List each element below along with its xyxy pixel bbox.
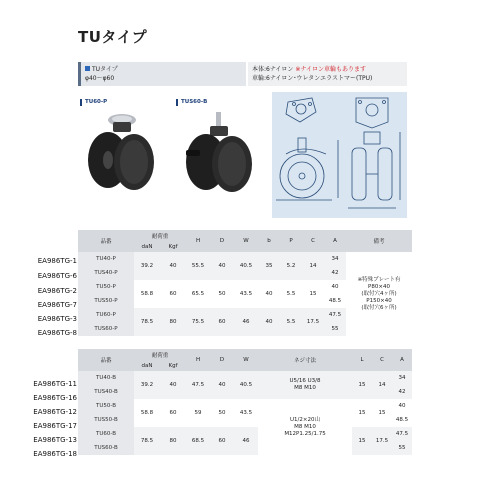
d-cell: 40	[218, 263, 226, 269]
a-cell: 47.5	[328, 312, 342, 318]
remark-line: P80×40	[368, 283, 390, 290]
spec-info-bar	[78, 62, 407, 86]
th-b: b	[258, 230, 280, 252]
th-part-no: 品番	[78, 349, 134, 371]
p-cell: 5.2	[286, 263, 296, 269]
c-cell: 17.5	[306, 319, 320, 325]
code-11: EA986TG-11	[33, 380, 77, 388]
model-cell: TU60-P	[78, 308, 134, 322]
photo-label-bolt: TUS60-B	[176, 99, 207, 106]
type-label: TUタイプ	[92, 66, 118, 73]
code-18: EA986TG-18	[33, 450, 77, 458]
b-cell: 40	[265, 291, 273, 297]
table-plate-type	[78, 230, 412, 336]
code-12: EA986TG-12	[33, 408, 77, 416]
h-cell: 65.5	[191, 291, 205, 297]
th-kgf: Kgf	[160, 360, 186, 371]
a-cell: 42	[331, 270, 339, 276]
model-cell: TU50-P	[78, 280, 134, 294]
th-w: W	[234, 349, 258, 371]
th-kgf: Kgf	[160, 241, 186, 252]
screw-line: U1/2×20山	[290, 416, 320, 423]
a-cell: 40	[331, 284, 339, 290]
model-cell: TUS60-P	[78, 322, 134, 336]
load-dan-cell: 78.5	[140, 438, 154, 444]
th-h: H	[186, 349, 210, 371]
model-cell: TUS50-B	[78, 413, 134, 427]
th-d: D	[210, 230, 234, 252]
th-p: P	[280, 230, 302, 252]
th-h: H	[186, 230, 210, 252]
code-4: EA986TG-7	[37, 301, 77, 309]
caster-plate-photo	[82, 110, 162, 195]
model-cell: TU60-B	[78, 427, 134, 441]
screw-line: M8 M10	[294, 385, 316, 391]
load-dan-cell: 58.8	[140, 410, 154, 416]
model-cell: TU40-B	[78, 371, 134, 385]
model-cell: TU40-P	[78, 252, 134, 266]
bullet-square-icon	[85, 66, 90, 71]
table-bolt-type	[78, 349, 412, 455]
w-cell: 43.5	[239, 410, 253, 416]
table2-codes	[0, 0, 77, 480]
p-cell: 5.5	[286, 319, 296, 325]
a-cell: 55	[398, 445, 406, 451]
remarks-cell	[346, 252, 412, 336]
h-cell: 75.5	[191, 319, 205, 325]
d-cell: 50	[218, 291, 226, 297]
h-cell: 47.5	[191, 382, 205, 388]
b-cell: 40	[265, 319, 273, 325]
page-title: TUタイプ	[78, 28, 148, 46]
screw-cell	[258, 371, 352, 399]
load-dan-cell: 58.8	[140, 291, 154, 297]
load-kgf-cell: 60	[169, 410, 177, 416]
code-16: EA986TG-16	[33, 394, 77, 402]
model-cell: TUS50-P	[78, 294, 134, 308]
code-13: EA986TG-13	[33, 436, 77, 444]
photo-label-plate: TU60-P	[80, 99, 107, 106]
a-cell: 48.5	[395, 417, 409, 423]
c-cell: 14	[378, 382, 386, 388]
c-cell: 15	[378, 410, 386, 416]
l-cell: 15	[358, 438, 366, 444]
screw-line: M12P1.25/1.75	[284, 430, 326, 437]
wheel-material: 車輪:6ナイロン･ウレタンエラストマー(TPU)	[252, 75, 373, 82]
load-kgf-cell: 80	[169, 438, 177, 444]
screw-cell	[258, 399, 352, 455]
load-kgf-cell: 80	[169, 319, 177, 325]
th-c: C	[302, 230, 324, 252]
screw-line: U5/16 U3/8	[289, 378, 321, 384]
th-dan: daN	[134, 241, 160, 252]
c-cell: 17.5	[375, 438, 389, 444]
w-cell: 46	[242, 319, 250, 325]
load-dan-cell: 39.2	[140, 263, 154, 269]
body-material: 本体:6ナイロン	[252, 66, 294, 73]
l-cell: 15	[358, 410, 366, 416]
model-cell: TUS40-P	[78, 266, 134, 280]
th-dan: daN	[134, 360, 160, 371]
code-1: EA986TG-1	[37, 257, 77, 265]
size-range: φ40～φ60	[85, 75, 115, 82]
material-info	[248, 62, 407, 86]
code-17: EA986TG-17	[33, 422, 77, 430]
model-cell: TU50-B	[78, 399, 134, 413]
load-dan-cell: 78.5	[140, 319, 154, 325]
a-cell: 42	[398, 389, 406, 395]
th-screw: ネジ寸法	[258, 349, 352, 371]
w-cell: 43.5	[239, 291, 253, 297]
h-cell: 59	[194, 410, 202, 416]
screw-line: M8 M10	[294, 423, 316, 430]
b-cell: 35	[265, 263, 273, 269]
drawing-lines	[272, 92, 407, 218]
d-cell: 40	[218, 382, 226, 388]
model-cell: TUS40-B	[78, 385, 134, 399]
remark-line: (取付穴6ヶ所)	[361, 304, 397, 311]
p-cell: 5.5	[286, 291, 296, 297]
c-cell: 15	[309, 291, 317, 297]
a-cell: 34	[398, 375, 406, 381]
body-note: ※ナイロン車輪もあります	[295, 66, 366, 73]
load-kgf-cell: 40	[169, 382, 177, 388]
th-w: W	[234, 230, 258, 252]
h-cell: 68.5	[191, 438, 205, 444]
load-kgf-cell: 40	[169, 263, 177, 269]
remark-line: P150×40	[366, 297, 392, 304]
model-cell: TUS60-B	[78, 441, 134, 455]
code-5: EA986TG-3	[37, 315, 77, 323]
d-cell: 50	[218, 410, 226, 416]
a-cell: 48.5	[328, 298, 342, 304]
a-cell: 55	[331, 326, 339, 332]
a-cell: 40	[398, 403, 406, 409]
th-c: C	[372, 349, 392, 371]
load-kgf-cell: 60	[169, 291, 177, 297]
caster-bolt-photo	[178, 110, 258, 195]
type-info	[78, 62, 246, 86]
th-d: D	[210, 349, 234, 371]
th-load: 耐荷重	[134, 349, 186, 360]
th-load: 耐荷重	[134, 230, 186, 241]
w-cell: 40.5	[239, 263, 253, 269]
th-remarks: 備考	[346, 230, 412, 252]
a-cell: 47.5	[395, 431, 409, 437]
technical-drawing	[272, 92, 407, 218]
th-l: L	[352, 349, 372, 371]
c-cell: 14	[309, 263, 317, 269]
d-cell: 60	[218, 438, 226, 444]
l-cell: 15	[358, 382, 366, 388]
code-6: EA986TG-8	[37, 329, 77, 337]
th-a: A	[392, 349, 412, 371]
w-cell: 40.5	[239, 382, 253, 388]
th-part-no: 品番	[78, 230, 134, 252]
w-cell: 46	[242, 438, 250, 444]
load-dan-cell: 39.2	[140, 382, 154, 388]
remark-line: (取付穴4ヶ所)	[361, 290, 397, 297]
th-a: A	[324, 230, 346, 252]
a-cell: 34	[331, 256, 339, 262]
remark-line: ※特殊プレート有	[357, 276, 401, 283]
d-cell: 60	[218, 319, 226, 325]
code-3: EA986TG-2	[37, 287, 77, 295]
code-2: EA986TG-6	[37, 272, 77, 280]
h-cell: 55.5	[191, 263, 205, 269]
